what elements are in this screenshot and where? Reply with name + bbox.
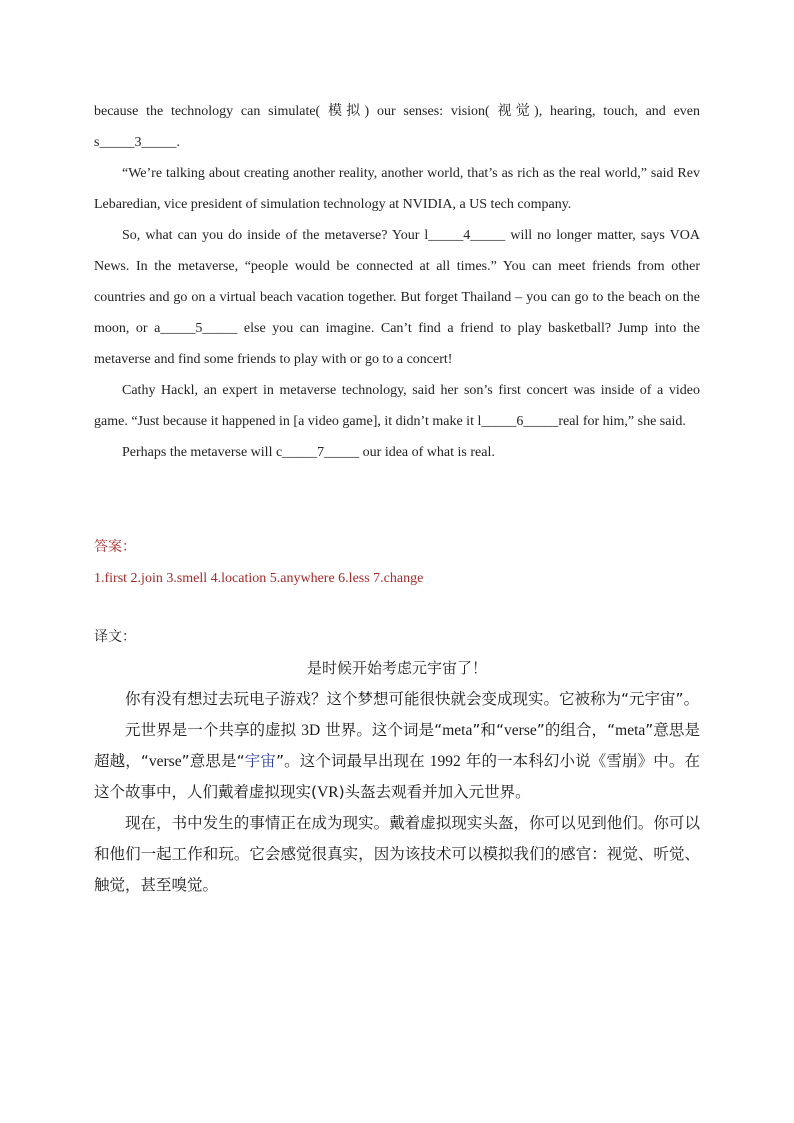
translation-title: 是时候开始考虑元宇宙了！ <box>306 659 487 677</box>
text-span: meta <box>615 722 646 739</box>
section-gap <box>94 468 700 532</box>
text-span: VR <box>317 784 339 801</box>
text-span: 元世界是一个共享的虚拟 <box>125 721 302 739</box>
document-page <box>94 96 700 901</box>
text-span: ”的组合，“ <box>536 721 616 739</box>
translation-paragraph-1: 你有没有想过去玩电子游戏？这个梦想可能很快就会变成现实。它被称为“元宇宙”。 <box>125 690 700 708</box>
section-gap <box>94 594 700 622</box>
translation-heading: 译文： <box>94 629 136 645</box>
translation-paragraph-2 <box>94 715 700 808</box>
translation-paragraph-3: 现在，书中发生的事情正在成为现实。戴着虚拟现实头盔，你可以见到他们。你可以和他们一起工作和玩。它会感觉很真实，因为该技术可以模拟我们的感官：视觉、听觉、触觉，甚至嗅觉。 <box>94 814 700 894</box>
text-span: ”意思是超越，“ <box>94 721 700 770</box>
text-span: ”和“ <box>472 721 505 739</box>
text-span: verse <box>148 753 182 770</box>
text-span: 年的一本科幻小说《雪崩》中。在这个故事中，人们戴着虚拟现实( <box>94 752 700 801</box>
answers-heading: 答案： <box>94 539 136 555</box>
text-span-highlight: 宇宙 <box>244 752 276 770</box>
text-span: 世界。这个词是“ <box>320 721 443 739</box>
passage-paragraph-3: So, what can you do inside of the metaverse? Your l_____4_____ will no longer matter, says VOA News. In the metaverse, “people would be connected at all times.” You can meet friends from other countries and go on a virtual beach vacation together. But forget Thailand – you can go to the beach on the moon, or a_____5_____ else you can imagine. Can’t find a friend to play basketball? Jump into the metaverse and find some friends to play with or go to a concert! <box>94 228 700 367</box>
answers-list: 1.first 2.join 3.smell 4.location 5.anywhere 6.less 7.change <box>94 571 424 586</box>
passage-paragraph-5: Perhaps the metaverse will c_____7_____ our idea of what is real. <box>122 445 495 460</box>
passage-paragraph-1: because the technology can simulate( 模拟) our senses: vision( 视觉), hearing, touch, and even s_____3_____. <box>94 104 700 150</box>
text-span: ”意思是“ <box>181 752 245 770</box>
passage-paragraph-2: “We’re talking about creating another reality, another world, that’s as rich as the real world,” said Rev Lebaredian, vice president of simulation technology at NVIDIA, a US tech company. <box>94 166 700 212</box>
text-span: verse <box>504 722 537 739</box>
text-span: 3D <box>301 722 321 739</box>
text-span: 1992 <box>429 753 461 770</box>
text-span: ”。这个词最早出现在 <box>276 752 430 770</box>
text-span: )头盔去观看并加入元世界。 <box>338 783 531 801</box>
passage-paragraph-4: Cathy Hackl, an expert in metaverse technology, said her son’s first concert was inside of a video game. “Just because it happened in [a video game], it didn’t make it l_____6_____real for him,” she said. <box>94 383 700 429</box>
text-span: meta <box>442 722 473 739</box>
